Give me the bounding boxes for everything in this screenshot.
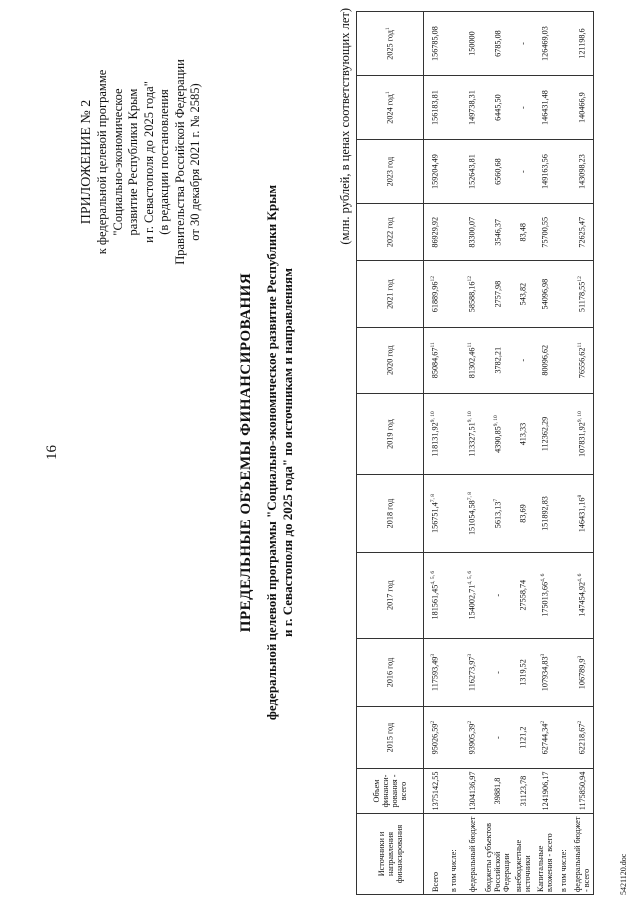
cell-value: 85084,67$^{11}$ xyxy=(424,327,447,393)
header-year: 2024 год$^1$ xyxy=(357,76,424,140)
cell-value xyxy=(556,76,571,140)
cell-value xyxy=(556,552,571,638)
cell-value: 54096,98 xyxy=(534,261,556,327)
page-number: 16 xyxy=(44,445,60,460)
row-total xyxy=(446,769,461,814)
cell-value: 5613,13$^7$ xyxy=(483,475,512,552)
table-row xyxy=(446,12,461,895)
appendix-title: ПРИЛОЖЕНИЕ № 2 xyxy=(79,99,94,225)
row-label: внебюджетные источники xyxy=(512,814,534,895)
document-subtitle xyxy=(264,0,296,905)
row-total xyxy=(556,769,571,814)
cell-value xyxy=(446,327,461,393)
cell-value xyxy=(446,261,461,327)
cell-value xyxy=(556,707,571,769)
cell-value: 62218,67$^2$ xyxy=(571,707,594,769)
cell-value: - xyxy=(512,140,534,204)
cell-value xyxy=(446,638,461,706)
cell-value: 107934,83$^3$ xyxy=(534,638,556,706)
row-total: 31123,78 xyxy=(512,769,534,814)
cell-value xyxy=(556,261,571,327)
row-total: 1375142,55 xyxy=(424,769,447,814)
cell-value: 118131,92$^{9, 10}$ xyxy=(424,393,447,475)
cell-value: 143098,23 xyxy=(571,140,594,204)
cell-value: 154002,71$^{4, 5, 6}$ xyxy=(461,552,483,638)
cell-value: 27558,74 xyxy=(512,552,534,638)
cell-value xyxy=(446,393,461,475)
appendix-block xyxy=(78,42,204,282)
cell-value: 3546,37 xyxy=(483,204,512,261)
cell-value: 3782,21 xyxy=(483,327,512,393)
cell-value: 146431,48 xyxy=(534,76,556,140)
cell-value: 6445,50 xyxy=(483,76,512,140)
row-label: федеральный бюджет - всего xyxy=(571,814,594,895)
subtitle-line-1: федеральной целевой программы "Социально-экономическое развитие Республики Крым xyxy=(264,184,279,721)
cell-value: 146431,16$^8$ xyxy=(571,475,594,552)
cell-value: 116273,97$^3$ xyxy=(461,638,483,706)
financing-table xyxy=(356,11,594,895)
row-total: 1241906,17 xyxy=(534,769,556,814)
row-total: 39881,8 xyxy=(483,769,512,814)
cell-value: 159204,49 xyxy=(424,140,447,204)
cell-value xyxy=(556,393,571,475)
cell-value: 147454,92$^{4, 6}$ xyxy=(571,552,594,638)
appendix-line: к федеральной целевой программе xyxy=(95,69,109,255)
cell-value: 112362,29 xyxy=(534,393,556,475)
table-row xyxy=(424,12,447,895)
cell-value xyxy=(556,475,571,552)
table-body xyxy=(424,12,594,895)
header-year: 2022 год xyxy=(357,204,424,261)
cell-value xyxy=(446,204,461,261)
table-row xyxy=(483,12,512,895)
cell-value: 83300,07 xyxy=(461,204,483,261)
header-year: 2018 год xyxy=(357,475,424,552)
header-source: Источники и направления финансирования xyxy=(357,814,424,895)
cell-value: 413,33 xyxy=(512,393,534,475)
subtitle-line-2: и г. Севастополя до 2025 года" по источникам и направлениям xyxy=(280,268,295,637)
cell-value: 151054,58$^{7, 8}$ xyxy=(461,475,483,552)
cell-value xyxy=(446,552,461,638)
table-header-row xyxy=(357,12,424,895)
cell-value: 149163,56 xyxy=(534,140,556,204)
cell-value: 156183,81 xyxy=(424,76,447,140)
cell-value xyxy=(556,327,571,393)
cell-value: 1121,2 xyxy=(512,707,534,769)
header-year: 2025 год$^1$ xyxy=(357,12,424,76)
appendix-line: от 30 декабря 2021 г. № 2585) xyxy=(188,83,202,241)
cell-value: 149738,31 xyxy=(461,76,483,140)
cell-value: 175013,66$^{4, 6}$ xyxy=(534,552,556,638)
header-year: 2020 год xyxy=(357,327,424,393)
appendix-line: развитие Республики Крым xyxy=(126,88,140,236)
appendix-line: (в редакции постановления xyxy=(157,89,171,235)
table-row xyxy=(556,12,571,895)
header-year: 2017 год xyxy=(357,552,424,638)
footer-document-code: 5421120.doc xyxy=(619,853,628,895)
cell-value: 150000 xyxy=(461,12,483,76)
cell-value: - xyxy=(483,638,512,706)
cell-value: 152643,81 xyxy=(461,140,483,204)
cell-value: 1319,52 xyxy=(512,638,534,706)
cell-value: 2757,98 xyxy=(483,261,512,327)
appendix-line: Правительства Российской Федерации xyxy=(172,59,187,265)
cell-value: 121198,6 xyxy=(571,12,594,76)
cell-value xyxy=(446,475,461,552)
cell-value: - xyxy=(512,12,534,76)
cell-value: 6560,68 xyxy=(483,140,512,204)
cell-value: 61889,96$^{12}$ xyxy=(424,261,447,327)
cell-value: 95026,59$^2$ xyxy=(424,707,447,769)
row-total: 1304136,97 xyxy=(461,769,483,814)
cell-value xyxy=(556,638,571,706)
header-year: 2023 год xyxy=(357,140,424,204)
table-row xyxy=(571,12,594,895)
header-year: 2021 год xyxy=(357,261,424,327)
cell-value: 81302,46$^{11}$ xyxy=(461,327,483,393)
table-row xyxy=(512,12,534,895)
header-year: 2016 год xyxy=(357,638,424,706)
cell-value: 126469,03 xyxy=(534,12,556,76)
cell-value: 151892,83 xyxy=(534,475,556,552)
header-year: 2015 год xyxy=(357,707,424,769)
cell-value: 51178,55$^{12}$ xyxy=(571,261,594,327)
cell-value xyxy=(446,12,461,76)
cell-value: 76556,62$^{11}$ xyxy=(571,327,594,393)
cell-value: 72625,47 xyxy=(571,204,594,261)
cell-value: 83,48 xyxy=(512,204,534,261)
cell-value: 106789,9$^3$ xyxy=(571,638,594,706)
cell-value xyxy=(446,76,461,140)
cell-value xyxy=(556,140,571,204)
cell-value: 140466,9 xyxy=(571,76,594,140)
cell-value: 113327,51$^{9, 10}$ xyxy=(461,393,483,475)
row-label: бюджеты субъектов Российской Федерации xyxy=(483,814,512,895)
row-label: Капитальные вложения - всего xyxy=(534,814,556,895)
appendix-line: "Социально-экономическое xyxy=(110,88,125,236)
cell-value: 156785,08 xyxy=(424,12,447,76)
row-label: федеральный бюджет xyxy=(461,814,483,895)
cell-value: - xyxy=(512,327,534,393)
cell-value: 543,82 xyxy=(512,261,534,327)
cell-value: - xyxy=(483,707,512,769)
cell-value: 181561,45$^{4, 5, 6}$ xyxy=(424,552,447,638)
cell-value: 117593,49$^3$ xyxy=(424,638,447,706)
row-label: в том числе: xyxy=(556,814,571,895)
cell-value: 93905,39$^2$ xyxy=(461,707,483,769)
row-total: 1175850,94 xyxy=(571,769,594,814)
table-row xyxy=(461,12,483,895)
header-total: Объем финанси-рования - всего xyxy=(357,769,424,814)
cell-value: 107831,92$^{9, 10}$ xyxy=(571,393,594,475)
cell-value: 62744,34$^2$ xyxy=(534,707,556,769)
cell-value: 83,69 xyxy=(512,475,534,552)
table-row xyxy=(534,12,556,895)
document-title: ПРЕДЕЛЬНЫЕ ОБЪЕМЫ ФИНАНСИРОВАНИЯ xyxy=(238,272,254,633)
row-label: Всего xyxy=(424,814,447,895)
cell-value: 156751,4$^{7, 8}$ xyxy=(424,475,447,552)
cell-value: 58588,16$^{12}$ xyxy=(461,261,483,327)
row-label: в том числе: xyxy=(446,814,461,895)
cell-value: - xyxy=(512,76,534,140)
cell-value xyxy=(446,707,461,769)
header-year: 2019 год xyxy=(357,393,424,475)
cell-value xyxy=(556,204,571,261)
cell-value: 86929,92 xyxy=(424,204,447,261)
cell-value: 75700,55 xyxy=(534,204,556,261)
cell-value: 6785,08 xyxy=(483,12,512,76)
cell-value xyxy=(446,140,461,204)
cell-value: 80096,62 xyxy=(534,327,556,393)
cell-value xyxy=(556,12,571,76)
cell-value: - xyxy=(483,552,512,638)
cell-value: 4390,85$^{9, 10}$ xyxy=(483,393,512,475)
units-note: (млн. рублей, в ценах соответствующих лет) xyxy=(338,8,352,245)
appendix-line: и г. Севастополя до 2025 года" xyxy=(141,81,156,243)
